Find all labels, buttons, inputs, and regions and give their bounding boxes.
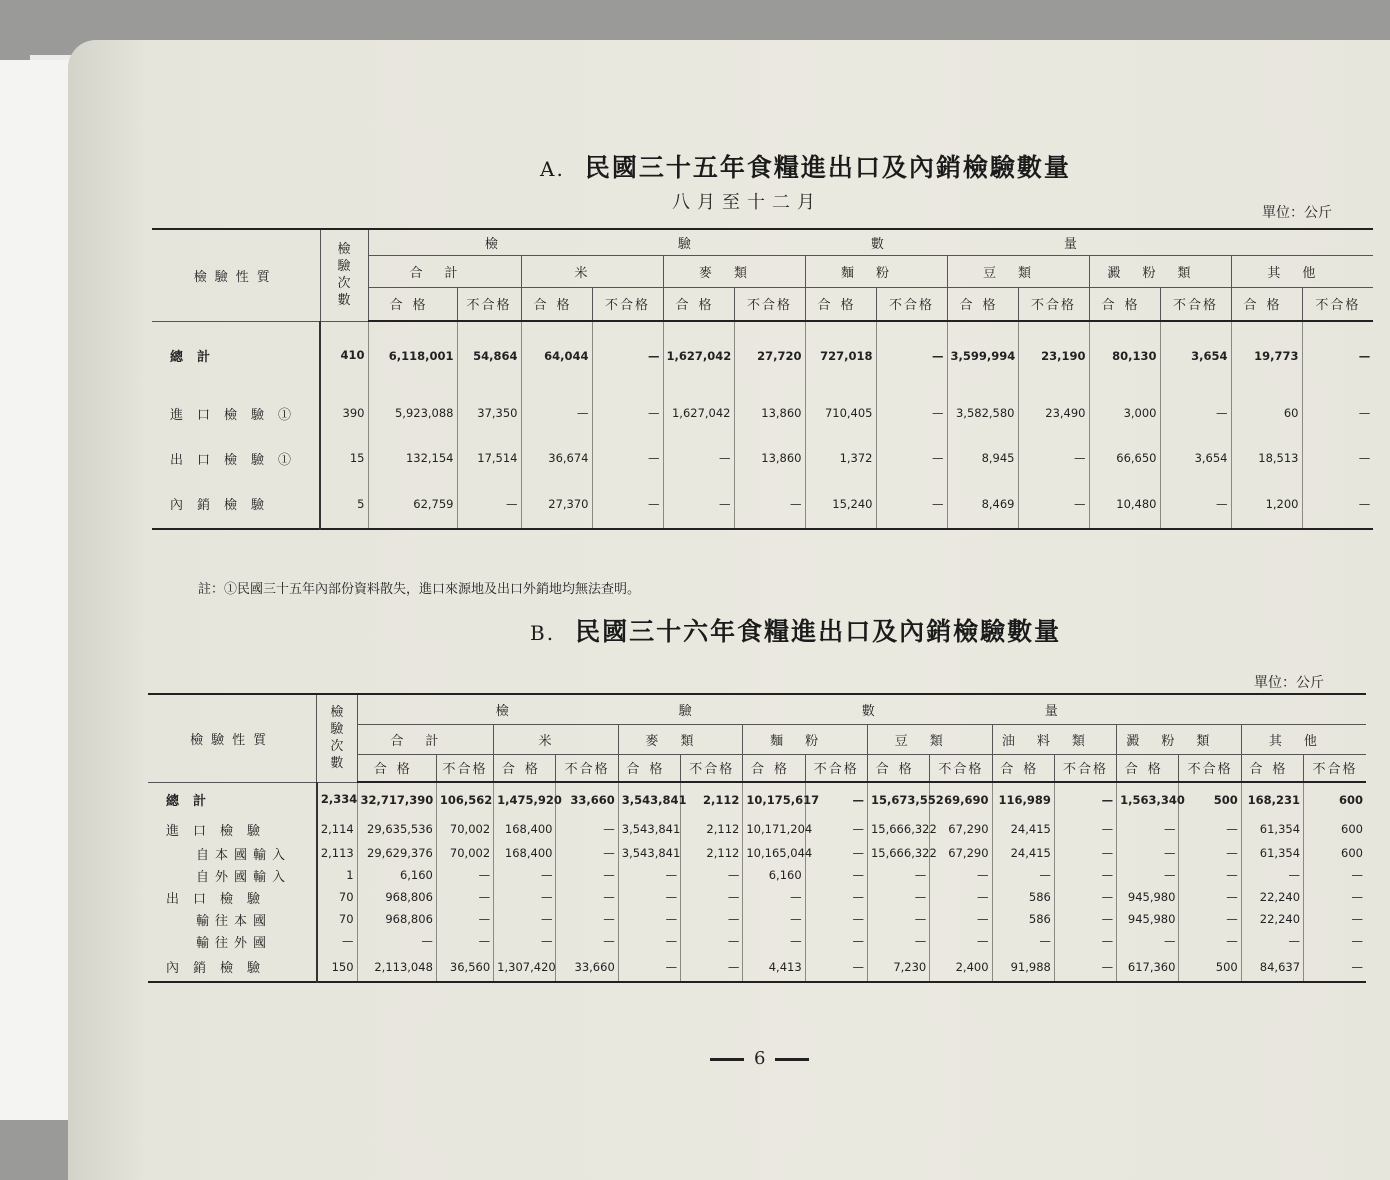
value-cell: — xyxy=(867,908,929,930)
value-cell: 710,405 xyxy=(805,389,876,437)
count-cell: 5 xyxy=(357,496,365,511)
value-cell: 91,988 xyxy=(992,952,1054,982)
value-cell: 1,627,042 xyxy=(663,389,734,437)
value-cell: 968,806 xyxy=(357,886,436,908)
value-cell: — xyxy=(805,842,867,864)
value-cell: 4,413 xyxy=(743,952,805,982)
category-header: 麵粉 xyxy=(743,724,868,754)
table-row xyxy=(148,886,1366,908)
value-cell: 60 xyxy=(1231,389,1302,437)
value-cell: — xyxy=(1160,479,1231,529)
table-b xyxy=(148,693,1366,983)
value-cell: 62,759 xyxy=(368,479,457,529)
value-cell: — xyxy=(592,389,663,437)
row-label: 輸往本國 xyxy=(148,908,317,930)
value-cell: — xyxy=(1054,908,1116,930)
value-cell: 106,562 xyxy=(436,782,493,816)
value-cell: — xyxy=(556,864,618,886)
row-label: 總計 xyxy=(148,782,317,816)
value-cell: — xyxy=(1179,816,1241,842)
value-cell: — xyxy=(805,816,867,842)
value-cell: 2,400 xyxy=(930,952,992,982)
value-cell: 64,044 xyxy=(521,321,592,389)
value-cell: 6,160 xyxy=(357,864,436,886)
pass-header: 合格 xyxy=(805,287,876,321)
pass-header: 合格 xyxy=(1117,754,1179,782)
category-header: 油料類 xyxy=(992,724,1117,754)
value-cell: — xyxy=(1241,930,1303,952)
table-a-subtitle: 八月至十二月 xyxy=(672,192,822,213)
value-cell: — xyxy=(663,437,734,479)
value-cell: 37,350 xyxy=(457,389,521,437)
value-cell: 168,400 xyxy=(494,816,556,842)
value-cell: 8,469 xyxy=(947,479,1018,529)
category-header: 澱粉類 xyxy=(1117,724,1242,754)
value-cell: — xyxy=(681,952,743,982)
category-header: 麥類 xyxy=(663,255,805,287)
value-cell: — xyxy=(805,864,867,886)
value-cell: — xyxy=(930,864,992,886)
value-cell: 22,240 xyxy=(1241,908,1303,930)
value-cell: — xyxy=(1304,952,1366,982)
value-cell: 3,000 xyxy=(1089,389,1160,437)
value-cell: 10,480 xyxy=(1089,479,1160,529)
table-b-unit: 單位：公斤 xyxy=(1254,675,1324,691)
pass-header: 合格 xyxy=(1231,287,1302,321)
count-cell: 15 xyxy=(349,451,365,465)
value-cell: — xyxy=(876,321,947,389)
value-cell: 1,372 xyxy=(805,437,876,479)
row-label: 自外國輸入 xyxy=(148,864,317,886)
value-cell: — xyxy=(867,864,929,886)
value-cell: 1,475,920 xyxy=(494,782,556,816)
value-cell: — xyxy=(1160,389,1231,437)
pass-header: 合格 xyxy=(618,754,680,782)
table-row xyxy=(152,321,1373,389)
category-header: 合計 xyxy=(357,724,494,754)
count-cell: 1 xyxy=(346,868,354,882)
table-row xyxy=(152,479,1373,529)
value-cell: — xyxy=(1054,842,1116,864)
value-cell: 3,543,841 xyxy=(618,816,680,842)
value-cell: 500 xyxy=(1179,952,1241,982)
value-cell: — xyxy=(1054,952,1116,982)
value-cell: — xyxy=(1018,479,1089,529)
value-cell: — xyxy=(734,479,805,529)
value-cell: — xyxy=(805,908,867,930)
value-cell: 1,307,420 xyxy=(494,952,556,982)
category-header: 麥類 xyxy=(618,724,743,754)
group-header: 檢驗數量 xyxy=(357,694,1366,724)
count-cell: 410 xyxy=(340,348,365,363)
table-a-letter: A. xyxy=(540,157,565,181)
value-cell: 3,543,841 xyxy=(618,782,680,816)
value-cell: 18,513 xyxy=(1231,437,1302,479)
table-b-letter: B. xyxy=(530,621,556,645)
value-cell: 70,002 xyxy=(436,816,493,842)
category-header: 米 xyxy=(494,724,619,754)
value-cell: 13,860 xyxy=(734,437,805,479)
value-cell: 22,240 xyxy=(1241,886,1303,908)
row-label: 進口檢驗 xyxy=(148,816,317,842)
value-cell: 54,864 xyxy=(457,321,521,389)
value-cell: — xyxy=(1054,782,1116,816)
value-cell: — xyxy=(1179,842,1241,864)
value-cell: 168,231 xyxy=(1241,782,1303,816)
value-cell: — xyxy=(805,886,867,908)
value-cell: — xyxy=(805,782,867,816)
value-cell: — xyxy=(1302,321,1373,389)
value-cell: 1,627,042 xyxy=(663,321,734,389)
value-cell: — xyxy=(930,886,992,908)
count-header: 檢驗次數 xyxy=(320,229,368,321)
value-cell: — xyxy=(1304,886,1366,908)
value-cell: 727,018 xyxy=(805,321,876,389)
fail-header: 不合格 xyxy=(1179,754,1241,782)
fail-header: 不合格 xyxy=(1018,287,1089,321)
value-cell: — xyxy=(592,479,663,529)
count-cell: 150 xyxy=(331,959,354,974)
value-cell: — xyxy=(992,864,1054,886)
value-cell: 17,514 xyxy=(457,437,521,479)
category-header: 米 xyxy=(521,255,663,287)
value-cell: — xyxy=(556,930,618,952)
value-cell: — xyxy=(436,908,493,930)
value-cell: 23,490 xyxy=(1018,389,1089,437)
pass-header: 合格 xyxy=(992,754,1054,782)
value-cell: — xyxy=(357,930,436,952)
table-row xyxy=(148,952,1366,982)
value-cell: — xyxy=(663,479,734,529)
value-cell: 600 xyxy=(1304,842,1366,864)
count-cell: 2,334 xyxy=(320,792,358,807)
value-cell: — xyxy=(743,908,805,930)
value-cell: 8,945 xyxy=(947,437,1018,479)
value-cell: 27,370 xyxy=(521,479,592,529)
value-cell: 2,112 xyxy=(681,842,743,864)
value-cell: 61,354 xyxy=(1241,842,1303,864)
value-cell: — xyxy=(494,908,556,930)
fail-header: 不合格 xyxy=(681,754,743,782)
value-cell: 27,720 xyxy=(734,321,805,389)
value-cell: 15,666,322 xyxy=(867,842,929,864)
value-cell: 116,989 xyxy=(992,782,1054,816)
value-cell: — xyxy=(1054,930,1116,952)
value-cell: — xyxy=(1179,864,1241,886)
value-cell: 66,650 xyxy=(1089,437,1160,479)
value-cell: — xyxy=(867,886,929,908)
value-cell: — xyxy=(618,908,680,930)
row-label: 內銷檢驗 xyxy=(148,952,317,982)
value-cell: 13,860 xyxy=(734,389,805,437)
table-b-title-text: 民國三十六年食糧進出口及內銷檢驗數量 xyxy=(575,617,1062,646)
table-a-title-text: 民國三十五年食糧進出口及內銷檢驗數量 xyxy=(584,153,1071,182)
pass-header: 合格 xyxy=(494,754,556,782)
value-cell: — xyxy=(494,886,556,908)
value-cell: 29,635,536 xyxy=(357,816,436,842)
page-number-text: 6 xyxy=(754,1048,766,1069)
value-cell: — xyxy=(1302,437,1373,479)
value-cell: 3,582,580 xyxy=(947,389,1018,437)
value-cell: — xyxy=(618,886,680,908)
count-cell: 390 xyxy=(342,406,365,420)
value-cell: — xyxy=(1117,816,1179,842)
count-cell: 2,113 xyxy=(320,846,354,860)
value-cell: 15,240 xyxy=(805,479,876,529)
value-cell: — xyxy=(681,930,743,952)
value-cell: — xyxy=(556,886,618,908)
value-cell: — xyxy=(1117,930,1179,952)
fail-header: 不合格 xyxy=(805,754,867,782)
value-cell: 36,674 xyxy=(521,437,592,479)
value-cell: — xyxy=(1302,479,1373,529)
value-cell: — xyxy=(743,930,805,952)
value-cell: — xyxy=(1018,437,1089,479)
fail-header: 不合格 xyxy=(592,287,663,321)
pass-header: 合格 xyxy=(867,754,929,782)
value-cell: — xyxy=(494,864,556,886)
value-cell: — xyxy=(681,908,743,930)
value-cell: 617,360 xyxy=(1117,952,1179,982)
value-cell: — xyxy=(618,952,680,982)
value-cell: — xyxy=(457,479,521,529)
value-cell: 67,290 xyxy=(930,816,992,842)
pass-header: 合格 xyxy=(663,287,734,321)
value-cell: — xyxy=(1179,930,1241,952)
count-cell: — xyxy=(342,934,354,948)
value-cell: 7,230 xyxy=(867,952,929,982)
value-cell: — xyxy=(1304,908,1366,930)
pass-header: 合格 xyxy=(521,287,592,321)
value-cell: — xyxy=(867,930,929,952)
table-row xyxy=(148,782,1366,816)
table-row xyxy=(148,864,1366,886)
table-row xyxy=(152,389,1373,437)
value-cell: 3,654 xyxy=(1160,437,1231,479)
value-cell: — xyxy=(992,930,1054,952)
row-label: 總計 xyxy=(152,321,320,389)
table-a-unit: 單位：公斤 xyxy=(1262,205,1332,221)
table-b-title xyxy=(530,612,1061,648)
value-cell: 19,773 xyxy=(1231,321,1302,389)
row-label: 出口檢驗① xyxy=(152,437,320,479)
value-cell: — xyxy=(876,437,947,479)
value-cell: — xyxy=(1304,864,1366,886)
category-header: 澱粉類 xyxy=(1089,255,1231,287)
value-cell: 2,113,048 xyxy=(357,952,436,982)
table-a xyxy=(152,228,1373,530)
value-cell: 24,415 xyxy=(992,816,1054,842)
pass-header: 合格 xyxy=(1241,754,1303,782)
value-cell: — xyxy=(805,930,867,952)
value-cell: 84,637 xyxy=(1241,952,1303,982)
value-cell: — xyxy=(930,908,992,930)
value-cell: — xyxy=(436,864,493,886)
value-cell: 61,354 xyxy=(1241,816,1303,842)
pass-header: 合格 xyxy=(357,754,436,782)
page-number xyxy=(700,1048,819,1069)
value-cell: — xyxy=(592,437,663,479)
value-cell: 2,112 xyxy=(681,782,743,816)
row-label: 進口檢驗① xyxy=(152,389,320,437)
value-cell: — xyxy=(1179,886,1241,908)
category-header: 麵粉 xyxy=(805,255,947,287)
value-cell: 6,160 xyxy=(743,864,805,886)
value-cell: 69,690 xyxy=(930,782,992,816)
value-cell: — xyxy=(681,864,743,886)
table-row xyxy=(148,930,1366,952)
value-cell: 132,154 xyxy=(368,437,457,479)
fail-header: 不合格 xyxy=(1054,754,1116,782)
row-label-header: 檢驗性質 xyxy=(148,694,317,782)
value-cell: 36,560 xyxy=(436,952,493,982)
value-cell: 968,806 xyxy=(357,908,436,930)
value-cell: 33,660 xyxy=(556,782,618,816)
value-cell: — xyxy=(1302,389,1373,437)
value-cell: 15,666,322 xyxy=(867,816,929,842)
value-cell: — xyxy=(743,886,805,908)
table-row xyxy=(148,908,1366,930)
value-cell: — xyxy=(1054,816,1116,842)
category-header: 豆類 xyxy=(947,255,1089,287)
row-label-header: 檢驗性質 xyxy=(152,229,320,321)
fail-header: 不合格 xyxy=(1304,754,1366,782)
table-row xyxy=(148,816,1366,842)
value-cell: 10,165,044 xyxy=(743,842,805,864)
value-cell: — xyxy=(1054,886,1116,908)
count-header: 檢驗次數 xyxy=(317,694,357,782)
value-cell: 1,563,340 xyxy=(1117,782,1179,816)
fail-header: 不合格 xyxy=(436,754,493,782)
category-header: 其他 xyxy=(1231,255,1373,287)
value-cell: 70,002 xyxy=(436,842,493,864)
pass-header: 合格 xyxy=(947,287,1018,321)
value-cell: 23,190 xyxy=(1018,321,1089,389)
value-cell: 3,654 xyxy=(1160,321,1231,389)
fail-header: 不合格 xyxy=(457,287,521,321)
fail-header: 不合格 xyxy=(734,287,805,321)
count-cell: 2,114 xyxy=(320,822,354,836)
value-cell: 33,660 xyxy=(556,952,618,982)
value-cell: — xyxy=(618,930,680,952)
pass-header: 合格 xyxy=(743,754,805,782)
value-cell: 80,130 xyxy=(1089,321,1160,389)
value-cell: — xyxy=(436,930,493,952)
table-a-title xyxy=(540,148,1071,184)
table-a-note: 註：①民國三十五年內部份資料散失，進口來源地及出口外銷地均無法查明。 xyxy=(198,582,641,597)
value-cell: — xyxy=(681,886,743,908)
value-cell: — xyxy=(1241,864,1303,886)
value-cell: 32,717,390 xyxy=(357,782,436,816)
value-cell: — xyxy=(436,886,493,908)
value-cell: 10,175,617 xyxy=(743,782,805,816)
value-cell: — xyxy=(618,864,680,886)
value-cell: 6,118,001 xyxy=(368,321,457,389)
value-cell: 600 xyxy=(1304,816,1366,842)
value-cell: — xyxy=(1304,930,1366,952)
value-cell: 2,112 xyxy=(681,816,743,842)
row-label: 自本國輸入 xyxy=(148,842,317,864)
value-cell: 168,400 xyxy=(494,842,556,864)
row-label: 輸往外國 xyxy=(148,930,317,952)
count-cell: 70 xyxy=(338,890,354,904)
value-cell: — xyxy=(556,816,618,842)
value-cell: 600 xyxy=(1304,782,1366,816)
value-cell: 24,415 xyxy=(992,842,1054,864)
value-cell: — xyxy=(521,389,592,437)
value-cell: — xyxy=(930,930,992,952)
value-cell: 3,543,841 xyxy=(618,842,680,864)
value-cell: 586 xyxy=(992,886,1054,908)
group-header: 檢驗數量 xyxy=(368,229,1373,255)
value-cell: — xyxy=(556,842,618,864)
value-cell: 67,290 xyxy=(930,842,992,864)
category-header: 合計 xyxy=(368,255,521,287)
value-cell: — xyxy=(1179,908,1241,930)
value-cell: — xyxy=(494,930,556,952)
fail-header: 不合格 xyxy=(556,754,618,782)
category-header: 豆類 xyxy=(867,724,992,754)
value-cell: — xyxy=(592,321,663,389)
value-cell: — xyxy=(556,908,618,930)
value-cell: 945,980 xyxy=(1117,886,1179,908)
table-row xyxy=(148,842,1366,864)
value-cell: — xyxy=(876,479,947,529)
value-cell: 3,599,994 xyxy=(947,321,1018,389)
pass-header: 合格 xyxy=(1089,287,1160,321)
value-cell: — xyxy=(1117,864,1179,886)
value-cell: — xyxy=(805,952,867,982)
value-cell: 945,980 xyxy=(1117,908,1179,930)
table-row xyxy=(152,437,1373,479)
value-cell: 29,629,376 xyxy=(357,842,436,864)
value-cell: — xyxy=(1054,864,1116,886)
row-label: 出口檢驗 xyxy=(148,886,317,908)
fail-header: 不合格 xyxy=(1302,287,1373,321)
value-cell: 1,200 xyxy=(1231,479,1302,529)
row-label: 內銷檢驗 xyxy=(152,479,320,529)
value-cell: 5,923,088 xyxy=(368,389,457,437)
pass-header: 合格 xyxy=(368,287,457,321)
category-header: 其他 xyxy=(1241,724,1366,754)
value-cell: 586 xyxy=(992,908,1054,930)
fail-header: 不合格 xyxy=(1160,287,1231,321)
value-cell: 15,673,552 xyxy=(867,782,929,816)
value-cell: — xyxy=(876,389,947,437)
value-cell: — xyxy=(1117,842,1179,864)
fail-header: 不合格 xyxy=(876,287,947,321)
value-cell: 500 xyxy=(1179,782,1241,816)
fail-header: 不合格 xyxy=(930,754,992,782)
value-cell: 10,171,204 xyxy=(743,816,805,842)
count-cell: 70 xyxy=(338,912,354,926)
